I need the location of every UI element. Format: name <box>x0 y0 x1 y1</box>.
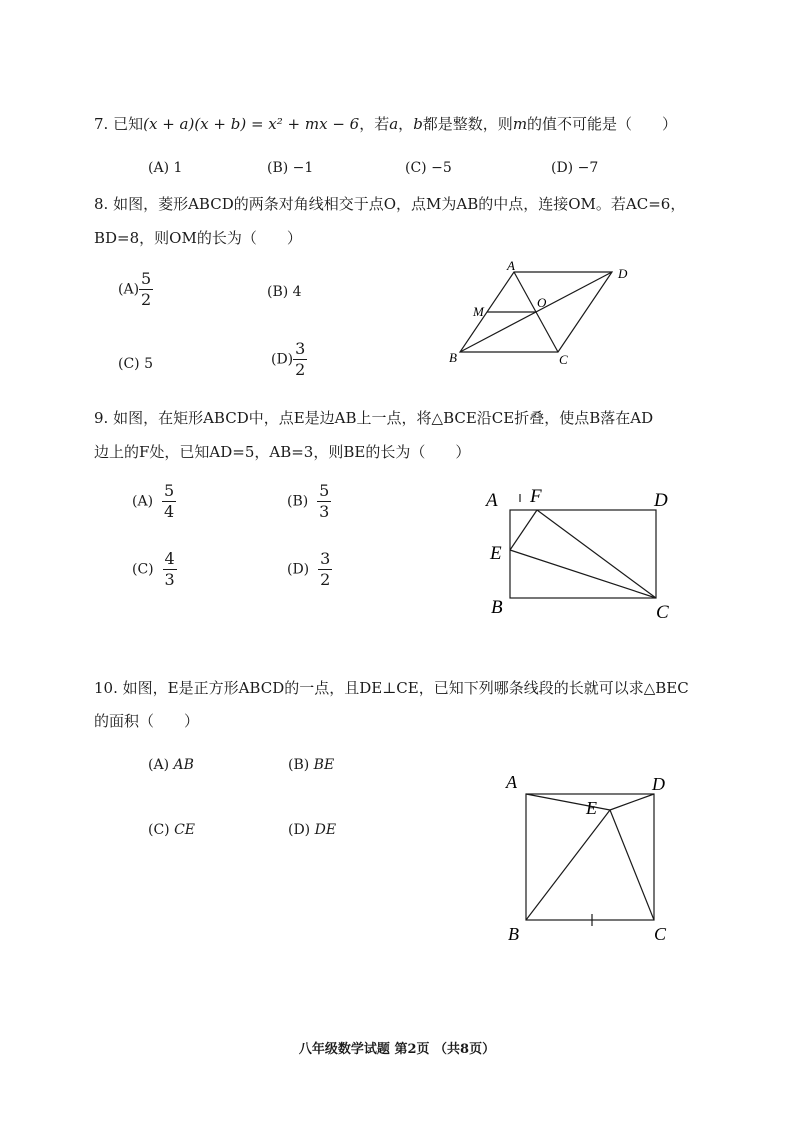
label-B: B <box>449 350 457 365</box>
segment-ef <box>510 510 537 550</box>
q9-stem-line2: 边上的F处，已知AD=5，AB=3，则BE的长为（ ） <box>94 443 471 461</box>
q8-option-a[interactable]: (A) $\frac{5}{2}$ <box>118 269 152 309</box>
segment-ec <box>510 550 656 598</box>
q7-number: 7. <box>94 115 109 133</box>
q10-number: 10. <box>94 679 118 697</box>
q9-number: 9. <box>94 409 109 427</box>
q10-stem-line2: 的面积（ ） <box>94 712 200 730</box>
q10-square-figure <box>496 766 686 946</box>
q8-option-c[interactable]: (C) 5 <box>118 356 154 372</box>
q9-option-d[interactable]: (D) $\frac{3}{2}$ <box>287 549 331 589</box>
q10-option-b[interactable]: (B) BE <box>288 757 335 773</box>
q8-option-d-fraction: $\frac{3}{2}$ <box>295 339 306 379</box>
q8-stem-line2: BD=8，则OM的长为（ ） <box>94 229 302 247</box>
q7-option-d[interactable]: (D) −7 <box>551 160 599 176</box>
q8-stem-line1: 8. 如图，菱形ABCD的两条对角线相交于点O，点M为AB的中点，连接OM。若AC=6， <box>94 195 686 213</box>
label-B: B <box>491 597 503 618</box>
label-C: C <box>656 602 669 623</box>
segment-ae <box>526 794 610 810</box>
page-footer: 八年级数学试题 第2页 （共8页） <box>298 1042 496 1057</box>
label-O: O <box>537 295 547 310</box>
label-A: A <box>486 490 498 511</box>
label-D: D <box>654 490 668 511</box>
label-C: C <box>559 352 568 367</box>
label-B: B <box>508 924 519 944</box>
q7-stem: 7. 已知(x + a)(x + b) = x² + mx − 6，若a，b都是整数，则m的值不可能是（ ） <box>94 115 678 133</box>
q8-option-a-fraction: $\frac{5}{2}$ <box>141 269 152 309</box>
q10-option-c[interactable]: (C) CE <box>148 822 196 838</box>
q10-option-a[interactable]: (A) AB <box>148 757 194 773</box>
segment-ec <box>610 810 654 920</box>
q9-option-b[interactable]: (B) $\frac{5}{3}$ <box>287 481 330 521</box>
q8-number: 8. <box>94 195 109 213</box>
label-A: A <box>506 772 517 792</box>
q7-option-a[interactable]: (A) 1 <box>148 160 183 176</box>
q9-rectangle-figure <box>480 480 680 625</box>
segment-be <box>526 810 610 920</box>
q9-option-c[interactable]: (C) $\frac{4}{3}$ <box>132 549 175 589</box>
label-A: A <box>507 258 515 273</box>
q7-option-c[interactable]: (C) −5 <box>405 160 452 176</box>
segment-fc <box>537 510 656 598</box>
q7-option-b[interactable]: (B) −1 <box>267 160 314 176</box>
q10-stem-line1: 10. 如图，E是正方形ABCD的一点，且DE⊥CE，已知下列哪条线段的长就可以求△BEC <box>94 679 689 697</box>
q9-stem-line1: 9. 如图，在矩形ABCD中，点E是边AB上一点，将△BCE沿CE折叠，使点B落在AD <box>94 409 654 427</box>
q7-formula: (x + a)(x + b) = x² + mx − 6 <box>143 115 360 133</box>
q9-option-a[interactable]: (A) $\frac{5}{4}$ <box>132 481 175 521</box>
label-F: F <box>530 486 542 507</box>
q8-option-d[interactable]: (D) $\frac{3}{2}$ <box>271 339 306 379</box>
rectangle-abcd <box>510 510 656 598</box>
segment-ed <box>610 794 654 810</box>
label-E: E <box>586 798 597 818</box>
q8-option-b[interactable]: (B) 4 <box>267 284 302 300</box>
label-D: D <box>618 266 628 281</box>
label-D: D <box>652 774 665 794</box>
label-C: C <box>654 924 667 944</box>
label-E: E <box>490 543 502 564</box>
label-M: M <box>473 304 484 319</box>
q10-option-d[interactable]: (D) DE <box>288 822 337 838</box>
q8-rhombus-figure <box>440 258 650 373</box>
